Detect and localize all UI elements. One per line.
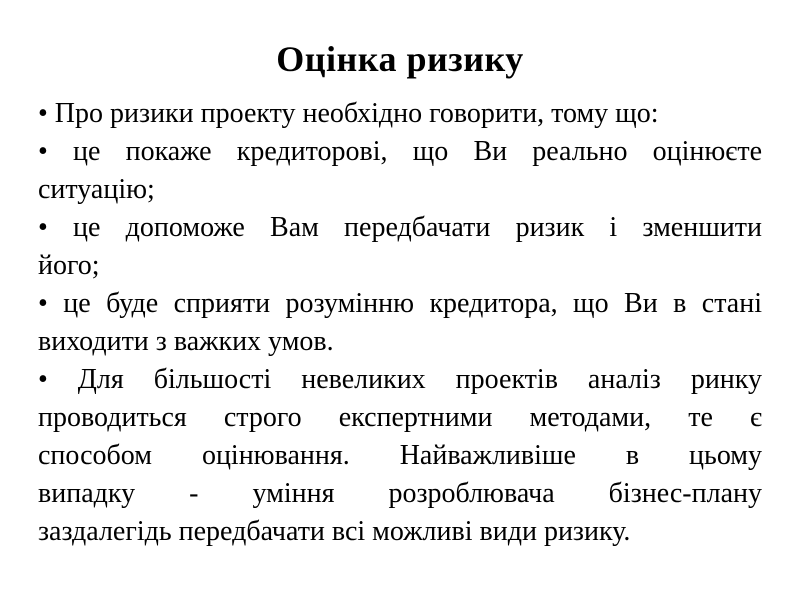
bullet-line: випадку - уміння розроблювача бізнес-плану [38, 478, 762, 510]
bullet-line: виходити з важких умов. [38, 326, 334, 358]
bullet-line: способом оцінювання. Найважливіше в цьому [38, 440, 762, 472]
bullet-line: • це покаже кредиторові, що Ви реально оцінюєте [38, 136, 762, 168]
bullet-item [38, 361, 762, 551]
bullet-list [38, 95, 762, 551]
bullet-item [38, 285, 762, 361]
bullet-line: ситуацію; [38, 174, 155, 206]
bullet-line: • це буде сприяти розумінню кредитора, що Ви в стані [38, 288, 762, 320]
slide-title: Оцінка ризику [276, 39, 524, 79]
bullet-line: • Для більшості невеликих проектів аналіз ринку [38, 364, 762, 396]
bullet-line: • Про ризики проекту необхідно говорити, тому що: [38, 98, 659, 130]
bullet-line: проводиться строго експертними методами, те є [38, 402, 762, 434]
bullet-item [38, 95, 762, 133]
bullet-line: • це допоможе Вам передбачати ризик і зменшити [38, 212, 762, 244]
bullet-line: заздалегідь передбачати всі можливі види ризику. [38, 516, 631, 548]
bullet-item [38, 133, 762, 209]
bullet-line: його; [38, 250, 100, 282]
bullet-item [38, 209, 762, 285]
